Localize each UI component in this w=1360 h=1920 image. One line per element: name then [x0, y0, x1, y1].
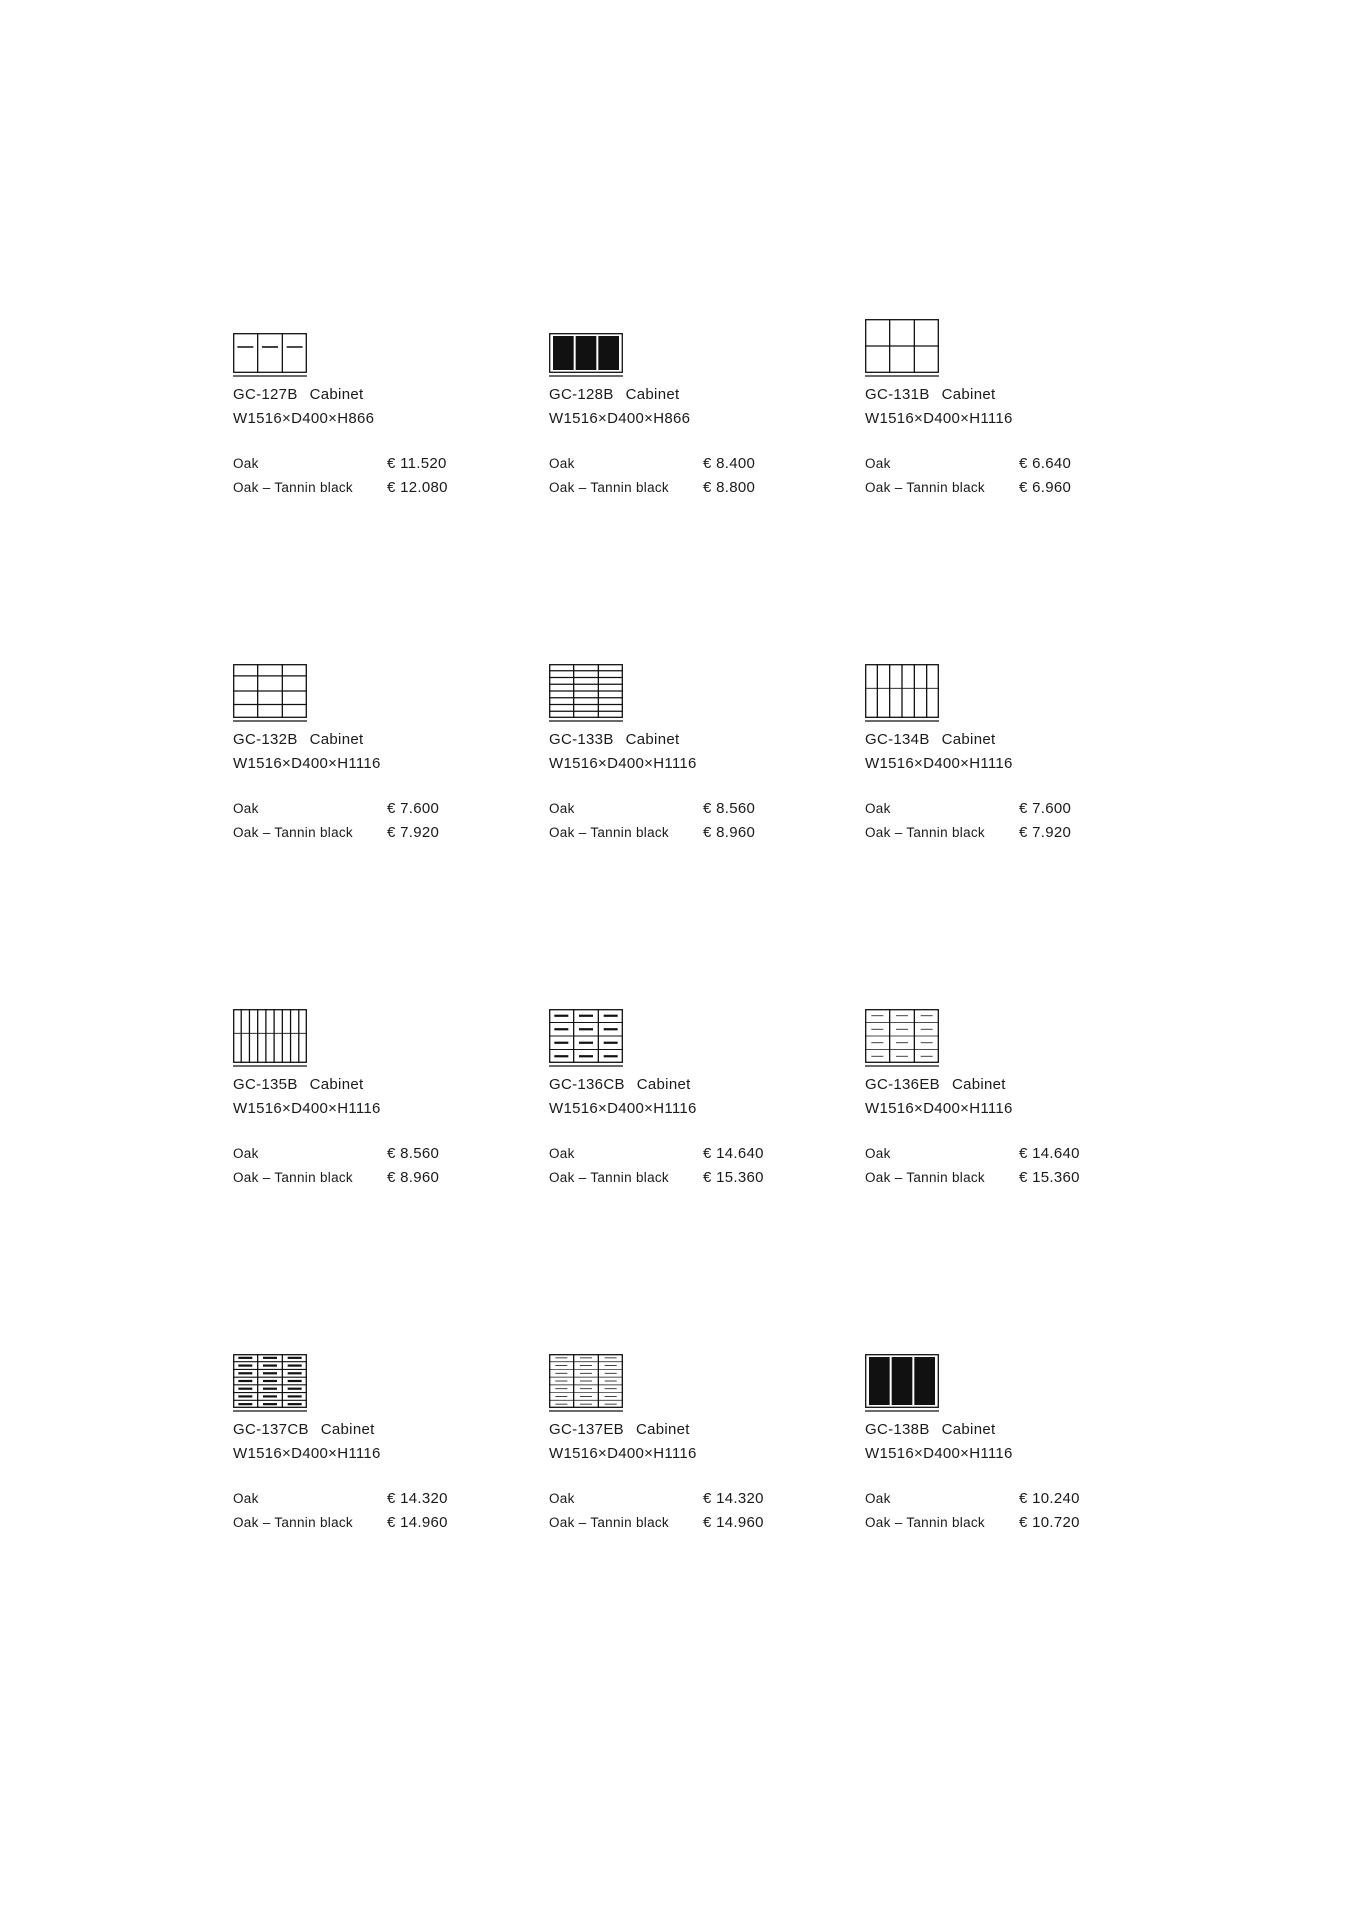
product-code: GC-136CB [549, 1076, 625, 1093]
product-dimensions: W1516×D400×H1116 [865, 1445, 1013, 1462]
product-card [233, 986, 523, 1186]
price-value: € 8.400 [703, 455, 756, 472]
price-value: € 7.600 [1019, 800, 1072, 817]
finish-label: Oak [233, 456, 259, 471]
product-card [549, 986, 839, 1186]
finish-label: Oak [549, 456, 575, 471]
finish-label: Oak – Tannin black [233, 1515, 353, 1530]
product-name: Cabinet [320, 1421, 375, 1438]
price-value: € 6.960 [1019, 479, 1072, 496]
product-name: Cabinet [309, 731, 364, 748]
product-name: Cabinet [941, 1421, 996, 1438]
price-value: € 15.360 [703, 1169, 764, 1186]
finish-label: Oak [865, 801, 891, 816]
product-name: Cabinet [309, 1076, 364, 1093]
product-dimensions: W1516×D400×H1116 [233, 1445, 381, 1462]
finish-label: Oak [865, 456, 891, 471]
product-code: GC-136EB [865, 1076, 940, 1093]
finish-label: Oak – Tannin black [549, 1515, 669, 1530]
price-value: € 7.920 [387, 824, 440, 841]
price-value: € 12.080 [387, 479, 448, 496]
cabinet-shelf-grid-icon [233, 664, 307, 723]
cabinet-many-drawers-icon [549, 1354, 623, 1413]
product-name: Cabinet [951, 1076, 1006, 1093]
product-dimensions: W1516×D400×H1116 [549, 755, 697, 772]
cabinet-3-black-door-tall-icon [865, 1354, 939, 1413]
price-value: € 15.360 [1019, 1169, 1080, 1186]
cabinet-multi-shelf-icon [549, 664, 623, 723]
finish-label: Oak – Tannin black [865, 480, 985, 495]
cabinet-drawers-icon [865, 1009, 939, 1068]
product-name: Cabinet [636, 1076, 691, 1093]
product-title [549, 1421, 690, 1438]
price-value: € 8.800 [703, 479, 756, 496]
product-card [549, 296, 839, 496]
price-value: € 10.240 [1019, 1490, 1080, 1507]
product-code: GC-128B [549, 386, 614, 403]
product-card [865, 296, 1155, 496]
product-dimensions: W1516×D400×H866 [549, 410, 691, 427]
finish-label: Oak – Tannin black [865, 1515, 985, 1530]
product-title [865, 1076, 1006, 1093]
finish-label: Oak – Tannin black [549, 1170, 669, 1185]
price-value: € 8.960 [387, 1169, 440, 1186]
finish-label: Oak – Tannin black [233, 1170, 353, 1185]
finish-label: Oak – Tannin black [233, 825, 353, 840]
product-dimensions: W1516×D400×H1116 [233, 755, 381, 772]
cabinet-3-door-icon [233, 333, 307, 378]
product-code: GC-135B [233, 1076, 298, 1093]
product-dimensions: W1516×D400×H1116 [549, 1445, 697, 1462]
product-code: GC-131B [865, 386, 930, 403]
price-value: € 8.560 [387, 1145, 440, 1162]
finish-label: Oak – Tannin black [865, 825, 985, 840]
finish-label: Oak [233, 801, 259, 816]
cabinet-narrow-dividers-icon [233, 1009, 307, 1068]
product-title [865, 386, 995, 403]
product-card [549, 641, 839, 841]
finish-label: Oak [549, 1491, 575, 1506]
cabinet-many-drawers-icon [233, 1354, 307, 1413]
product-title [233, 1421, 375, 1438]
product-code: GC-137CB [233, 1421, 309, 1438]
product-title [549, 1076, 691, 1093]
product-card [233, 1331, 523, 1531]
price-value: € 14.640 [703, 1145, 764, 1162]
finish-label: Oak [865, 1146, 891, 1161]
product-dimensions: W1516×D400×H1116 [233, 1100, 381, 1117]
price-value: € 8.960 [703, 824, 756, 841]
price-value: € 14.320 [703, 1490, 764, 1507]
price-value: € 14.320 [387, 1490, 448, 1507]
product-code: GC-132B [233, 731, 298, 748]
product-card [549, 1331, 839, 1531]
product-title [549, 386, 679, 403]
price-value: € 14.960 [387, 1514, 448, 1531]
product-card [865, 1331, 1155, 1531]
product-card [865, 641, 1155, 841]
cabinet-open-shelf-icon [865, 319, 939, 378]
finish-label: Oak [865, 1491, 891, 1506]
product-name: Cabinet [625, 386, 680, 403]
product-code: GC-134B [865, 731, 930, 748]
cabinet-vertical-dividers-icon [865, 664, 939, 723]
product-name: Cabinet [635, 1421, 690, 1438]
product-dimensions: W1516×D400×H866 [233, 410, 375, 427]
finish-label: Oak [549, 801, 575, 816]
product-code: GC-133B [549, 731, 614, 748]
product-dimensions: W1516×D400×H1116 [865, 410, 1013, 427]
finish-label: Oak – Tannin black [233, 480, 353, 495]
product-title [233, 731, 363, 748]
product-name: Cabinet [941, 386, 996, 403]
finish-label: Oak [549, 1146, 575, 1161]
product-title [865, 1421, 995, 1438]
product-card [233, 641, 523, 841]
product-card [865, 986, 1155, 1186]
product-title [233, 1076, 363, 1093]
finish-label: Oak – Tannin black [549, 825, 669, 840]
product-code: GC-127B [233, 386, 298, 403]
product-dimensions: W1516×D400×H1116 [549, 1100, 697, 1117]
price-value: € 10.720 [1019, 1514, 1080, 1531]
product-card [233, 296, 523, 496]
product-title [549, 731, 679, 748]
price-value: € 6.640 [1019, 455, 1072, 472]
product-title [233, 386, 363, 403]
product-name: Cabinet [941, 731, 996, 748]
price-value: € 7.920 [1019, 824, 1072, 841]
price-value: € 7.600 [387, 800, 440, 817]
finish-label: Oak [233, 1146, 259, 1161]
product-dimensions: W1516×D400×H1116 [865, 755, 1013, 772]
price-value: € 11.520 [387, 455, 447, 472]
cabinet-drawers-icon [549, 1009, 623, 1068]
product-name: Cabinet [625, 731, 680, 748]
finish-label: Oak – Tannin black [865, 1170, 985, 1185]
finish-label: Oak [233, 1491, 259, 1506]
price-value: € 14.960 [703, 1514, 764, 1531]
cabinet-3-black-door-icon [549, 333, 623, 378]
product-code: GC-137EB [549, 1421, 624, 1438]
product-name: Cabinet [309, 386, 364, 403]
product-title [865, 731, 995, 748]
price-value: € 14.640 [1019, 1145, 1080, 1162]
product-dimensions: W1516×D400×H1116 [865, 1100, 1013, 1117]
product-code: GC-138B [865, 1421, 930, 1438]
finish-label: Oak – Tannin black [549, 480, 669, 495]
price-value: € 8.560 [703, 800, 756, 817]
